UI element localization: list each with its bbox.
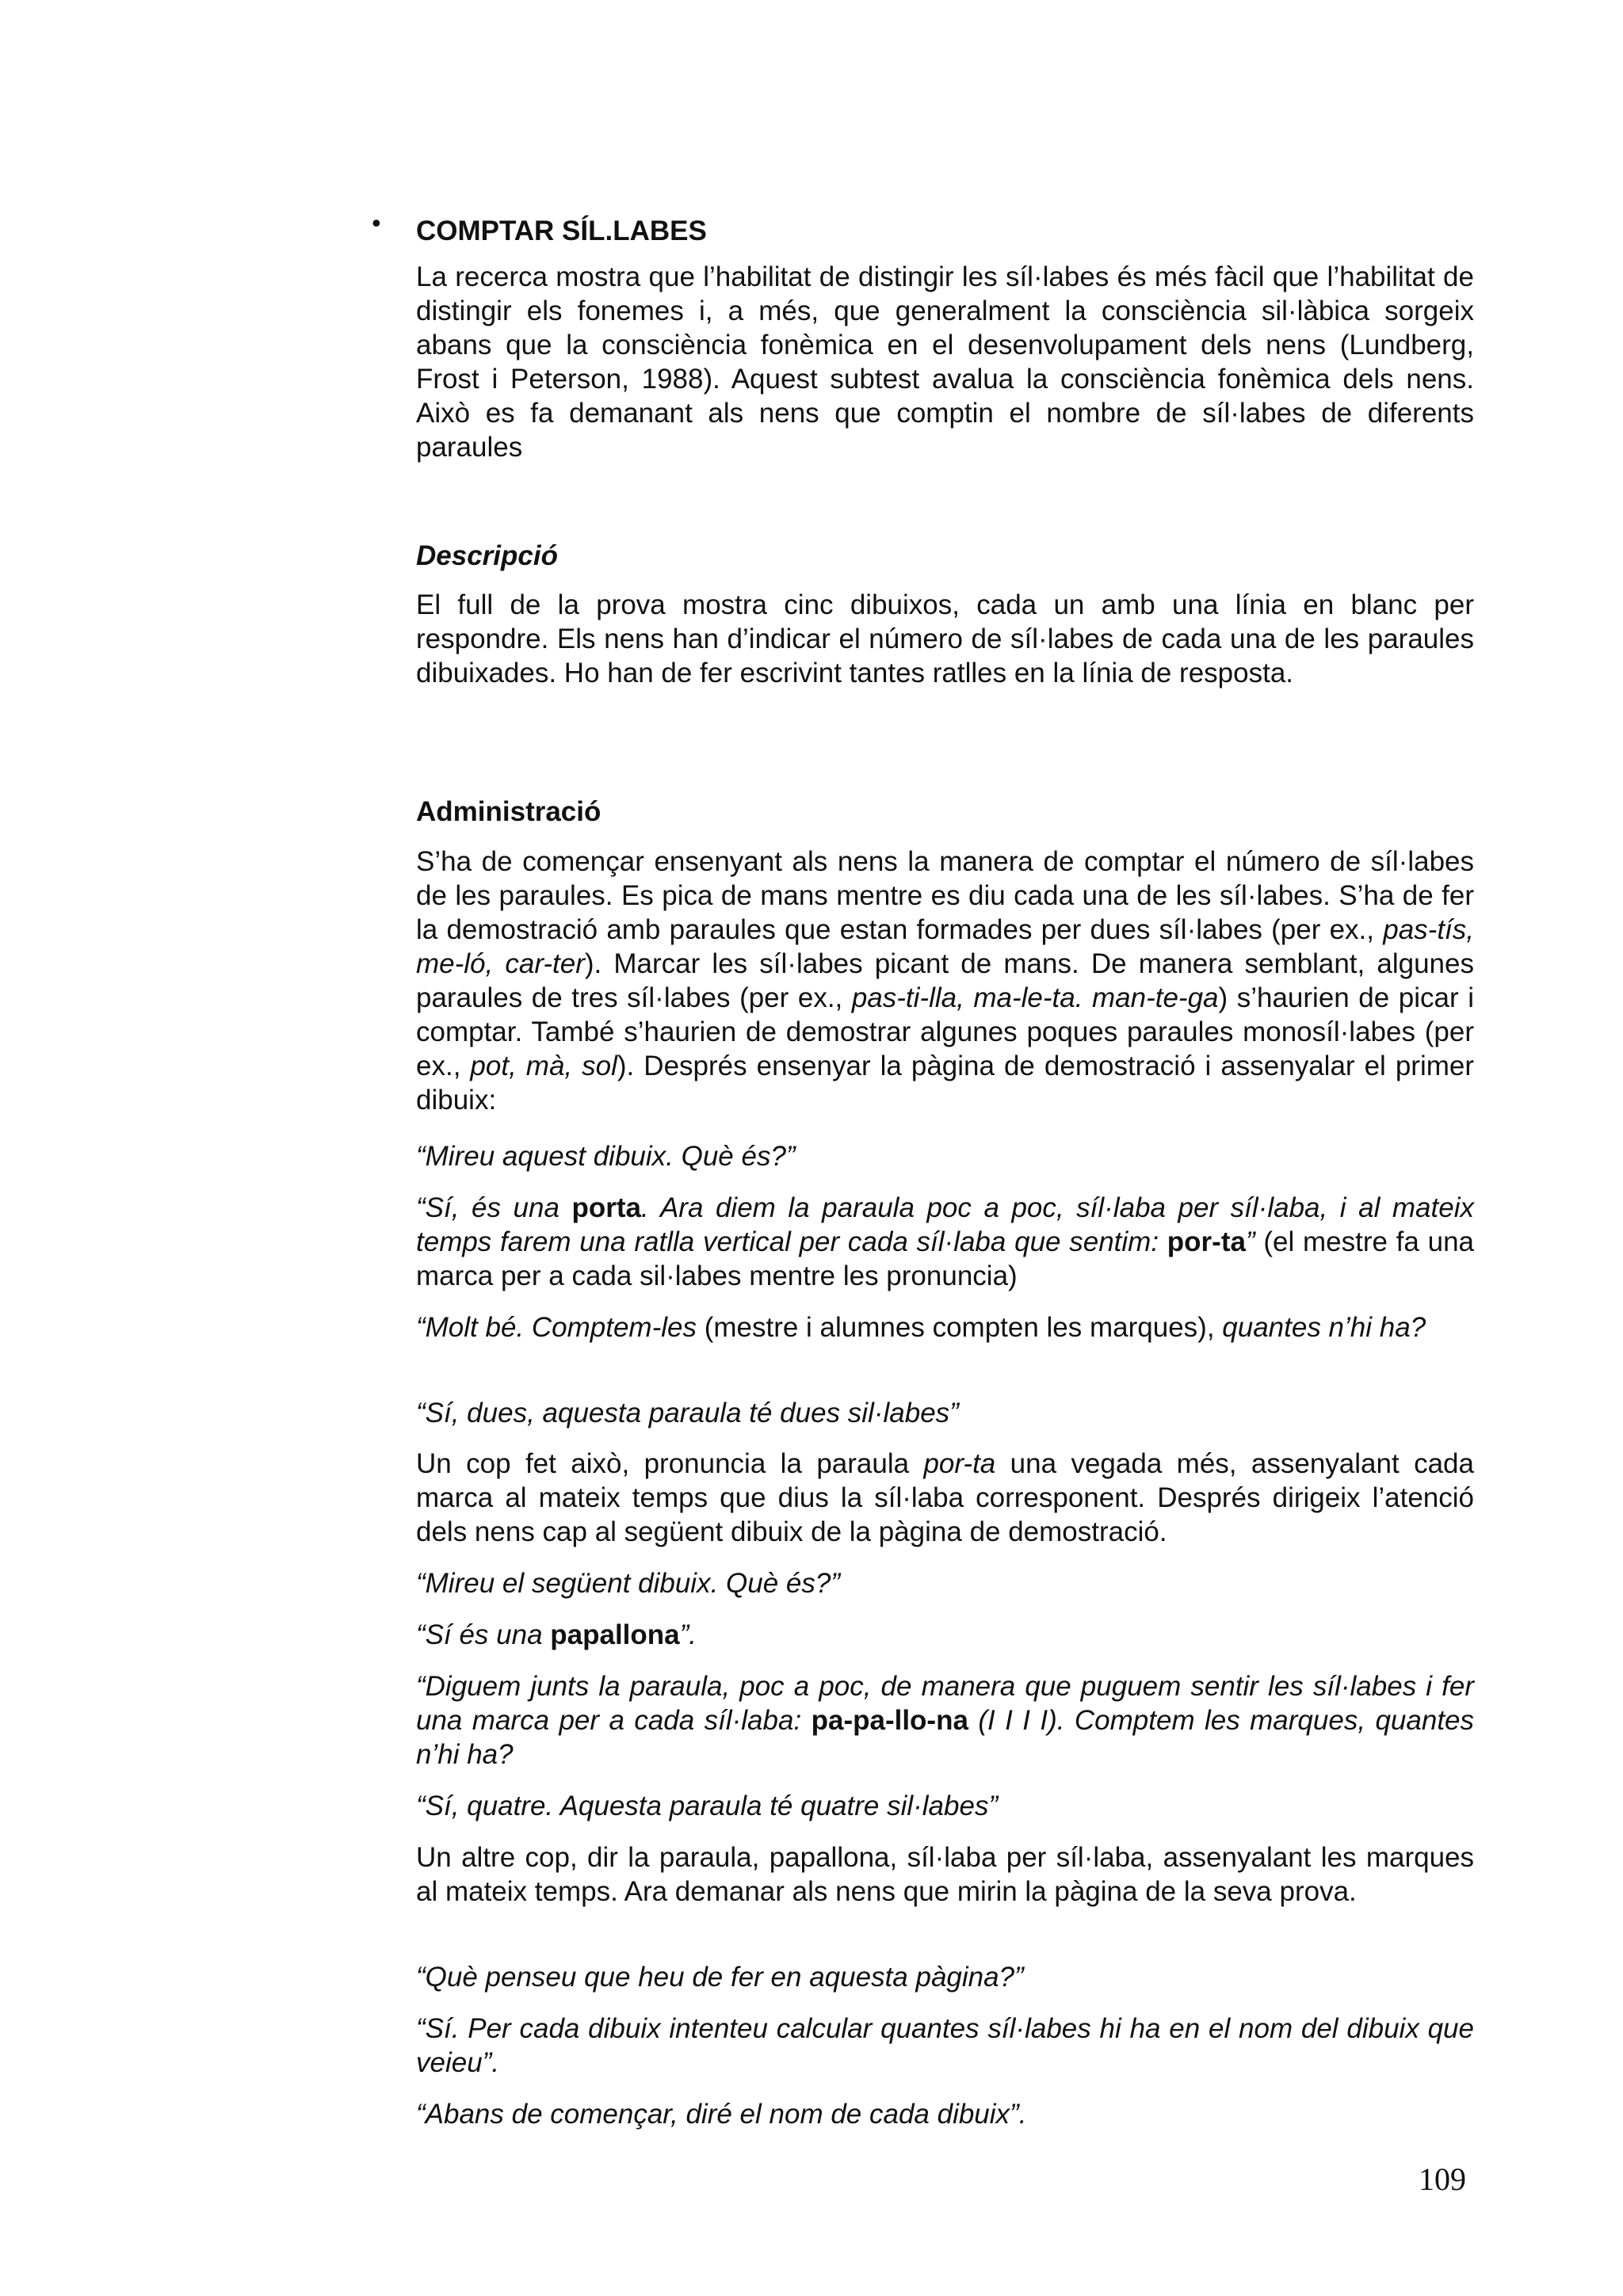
text-run: “Sí és una	[416, 1619, 551, 1650]
example-words: pas-tís, me-ló, car-ter	[416, 914, 1474, 979]
descripcio-text: El full de la prova mostra cinc dibuixos, cada un amb una línia en blanc per respondre. Els nens han d’indicar el número de síl·labes de cada una de les paraules dibuixades. Ho han de fer escrivint tantes ratlles en la línia de resposta.	[416, 589, 1474, 688]
intro-text: La recerca mostra que l’habilitat de distingir les síl·labes és més fàcil que l’habilitat de distingir els fonemes i, a més, que generalment la consciència sil·làbica sorgeix abans que la consciència fonèmica en el desenvolupament dels nens (Lundberg, Frost i Peterson, 1988). Aquest subtest avalua la consciència fonèmica dels nens. Això es fa demanant als nens que comptin el nombre de síl·labes de diferents paraules	[416, 261, 1474, 463]
text-run: “Diguem junts la paraula, poc a poc, de manera que puguem sentir les síl·labes i fer una marca per a cada síl·laba:	[416, 1671, 1474, 1736]
text-run: “Sí, és una	[416, 1192, 572, 1223]
bullet-icon: •	[369, 211, 384, 238]
administracio-paragraph-3	[416, 1840, 1474, 1909]
keyword: pa-pa-llo-na	[811, 1705, 968, 1736]
text-run: (el mestre fa una marca per a cada sil·labes mentre les pronuncia)	[416, 1226, 1475, 1291]
example-words: pot, mà, sol	[470, 1051, 617, 1081]
text-run: ). Marcar les síl·labes picant de mans. De manera semblant, algunes paraules de tres síl·labes (per ex.,	[416, 948, 1474, 1013]
text-run: ) s’haurien de picar i comptar. També s’haurien de demostrar algunes poques paraules monosíl·labes (per ex.,	[416, 982, 1474, 1081]
intro-paragraph	[416, 260, 1474, 464]
quote-1: “Mireu aquest dibuix. Què és?”	[416, 1141, 796, 1172]
text-run: ”.	[679, 1619, 697, 1650]
quote-8: “Sí, quatre. Aquesta paraula té quatre sil·labes”	[416, 1791, 999, 1821]
quote-text: “Sí. Per cada dibuix intenteu calcular quantes síl·labes hi ha en el nom del dibuix que veieu”.	[416, 2013, 1474, 2078]
quote-6	[416, 1618, 1474, 1652]
keyword: papallona	[550, 1619, 680, 1650]
descripcio-heading: Descripció	[416, 540, 558, 571]
quote-9: “Què penseu que heu de fer en aquesta pàgina?”	[416, 1962, 1024, 1993]
example-words: por-ta	[923, 1448, 996, 1479]
quote-2	[416, 1191, 1474, 1293]
page-number: 109	[1419, 2161, 1466, 2197]
text-run: S’ha de començar ensenyant als nens la manera de comptar el número de síl·labes de les paraules. Es pica de mans mentre es diu cada una de les síl·labes. S’ha de fer la demostració amb paraules que estan formades per dues síl·labes (per ex.,	[416, 846, 1474, 945]
descripcio-paragraph	[416, 588, 1474, 690]
administracio-paragraph-1	[416, 845, 1474, 1117]
example-words: pas-ti-lla, ma-le-ta. man-te-ga	[851, 982, 1219, 1013]
text-run: (I I I I). Comptem les marques, quantes n’hi ha?	[416, 1705, 1475, 1770]
text-run: quantes n’hi ha?	[1222, 1312, 1426, 1343]
paragraph-text: Un altre cop, dir la paraula, papallona, síl·laba per síl·laba, assenyalant les marques al mateix temps. Ara demanar als nens que mirin la pàgina de la seva prova.	[416, 1842, 1474, 1907]
text-run: una vegada més, assenyalant cada marca al mateix temps que dius la síl·laba corresponent. Després dirigeix l’atenció dels nens cap al següent dibuix de la pàgina de demostració.	[416, 1448, 1474, 1547]
section-title: COMPTAR SÍL.LABES	[416, 215, 707, 246]
keyword: porta	[571, 1192, 641, 1223]
quote-7	[416, 1669, 1474, 1772]
text-run: ”	[1245, 1226, 1255, 1257]
text-run: (mestre i alumnes compten les marques),	[696, 1312, 1223, 1343]
administracio-heading: Administració	[416, 796, 601, 827]
text-run: Un cop fet això, pronuncia la paraula	[416, 1448, 924, 1479]
administracio-paragraph-2	[416, 1447, 1474, 1549]
text-run: “Molt bé. Comptem-les	[416, 1312, 697, 1343]
keyword: por-ta	[1167, 1226, 1246, 1257]
quote-5: “Mireu el següent dibuix. Què és?”	[416, 1568, 840, 1599]
quote-4: “Sí, dues, aquesta paraula té dues sil·labes”	[416, 1398, 959, 1428]
quote-11: “Abans de començar, diré el nom de cada dibuix”.	[416, 2099, 1027, 2130]
quote-3	[416, 1310, 1474, 1344]
quote-10	[416, 2012, 1474, 2080]
text-run: ). Després ensenyar la pàgina de demostració i assenyalar el primer dibuix:	[416, 1051, 1474, 1116]
text-run: . Ara diem la paraula poc a poc, síl·laba per síl·laba, i al mateix temps farem una ratlla vertical per cada síl·laba que sentim:	[416, 1192, 1474, 1257]
